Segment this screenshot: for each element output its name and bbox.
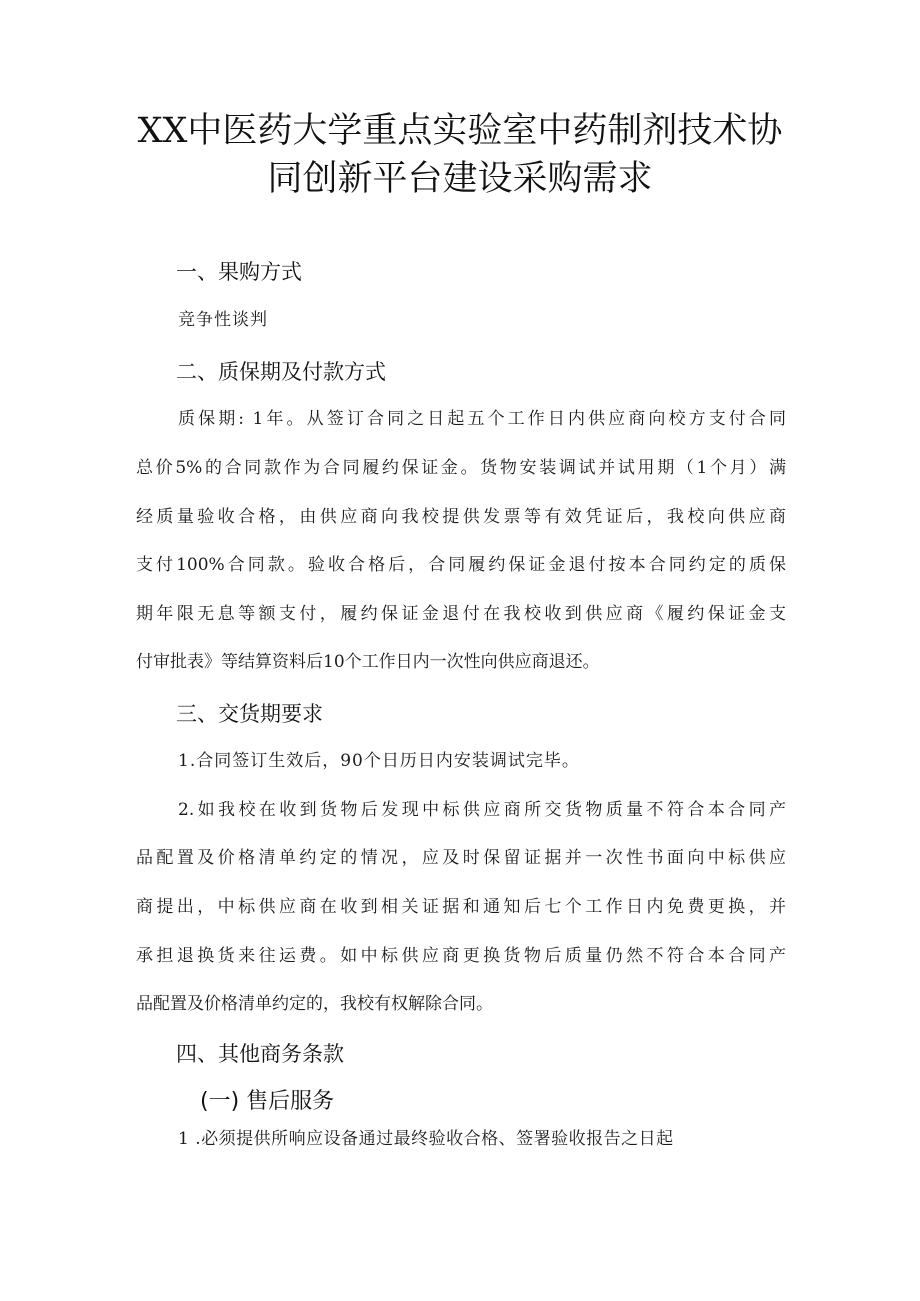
- document-title-line-1: XX中医药大学重点实验室中药制剂技术协: [137, 111, 783, 151]
- section-3-item-2-line-3: 商提出，中标供应商在收到相关证据和通知后七个工作日内免费更换，并: [136, 897, 786, 917]
- section-2-line-1: 质保期: 1年。从签订合同之日起五个工作日内供应商向校方支付合同: [178, 409, 786, 429]
- document-title-line-2: 同创新平台建设采购需求: [267, 159, 653, 199]
- section-4-heading: 四、其他商务条款: [176, 1042, 344, 1066]
- section-2-heading: 二、质保期及付款方式: [176, 360, 386, 384]
- section-3-item-2-line-2: 品配置及价格清单约定的情况，应及时保留证据并一次性书面向中标供应: [136, 848, 786, 868]
- section-3-item-2-line-5: 品配置及价格清单约定的，我校有权解除合同。: [136, 994, 493, 1014]
- section-1-content: 竞争性谈判: [178, 310, 268, 330]
- section-4-subheading: (一) 售后服务: [200, 1089, 335, 1114]
- section-2-line-4: 支付100%合同款。验收合格后，合同履约保证金退付按本合同约定的质保: [136, 555, 786, 575]
- section-2-line-6: 付审批表》等结算资料后10个工作日内一次性向供应商退还。: [136, 652, 600, 672]
- section-4-item-1: 1 .必须提供所响应设备通过最终验收合格、签署验收报告之日起: [178, 1129, 674, 1149]
- section-2-line-5: 期年限无息等额支付，履约保证金退付在我校收到供应商《履约保证金支: [136, 604, 786, 624]
- section-2-line-2: 总价5%的合同款作为合同履约保证金。货物安装调试并试用期（1个月）满: [136, 458, 786, 478]
- section-3-item-2-line-4: 承担退换货来往运费。如中标供应商更换货物后质量仍然不符合本合同产: [136, 946, 786, 966]
- section-1-heading: 一、果购方式: [176, 260, 302, 284]
- section-3-item-2-line-1: 2.如我校在收到货物后发现中标供应商所交货物质量不符合本合同产: [178, 800, 786, 820]
- section-3-heading: 三、交货期要求: [176, 702, 323, 726]
- section-3-item-1: 1.合同签订生效后，90个日历日内安装调试完毕。: [178, 751, 580, 771]
- section-2-line-3: 经质量验收合格，由供应商向我校提供发票等有效凭证后，我校向供应商: [136, 507, 786, 527]
